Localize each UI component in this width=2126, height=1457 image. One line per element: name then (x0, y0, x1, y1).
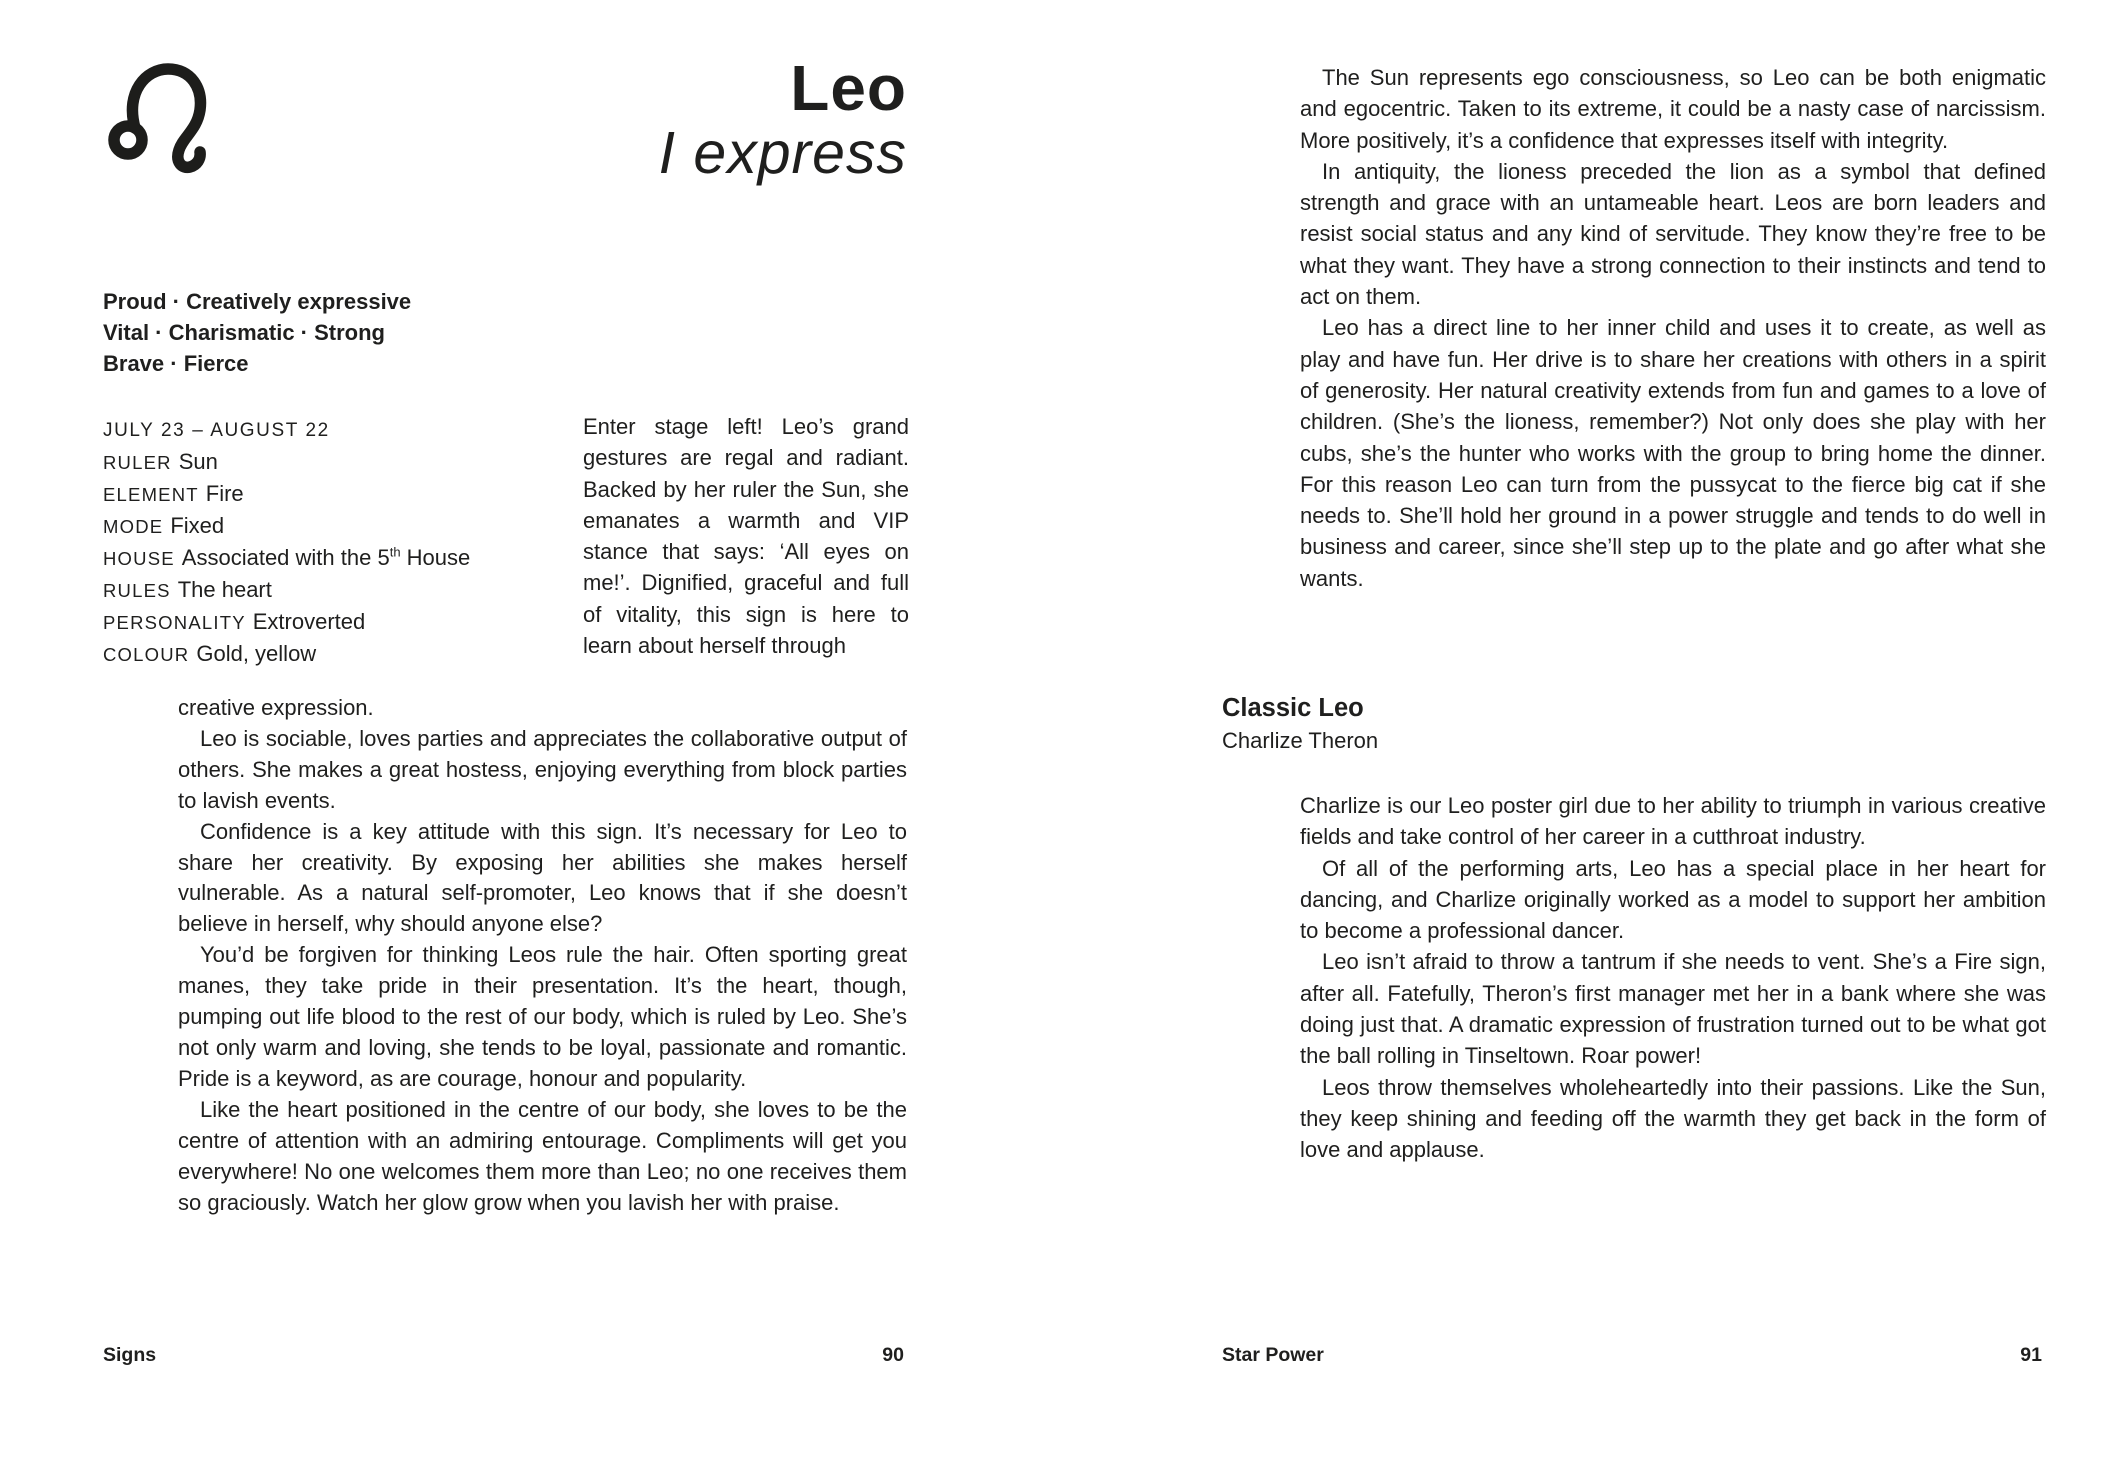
section-subheading: Charlize Theron (1222, 728, 1379, 753)
trait-line: Proud · Creatively expressive (103, 289, 412, 314)
info-label: RULES (103, 580, 171, 601)
info-row-ruler (103, 446, 581, 478)
footer-section-label: Signs (103, 1344, 157, 1366)
info-value-text: Associated with the 5 (181, 545, 390, 570)
info-value: Sun (178, 449, 218, 474)
info-value: Extroverted (252, 609, 366, 634)
info-value: Gold, yellow (196, 641, 317, 666)
right-page-body-bottom (1300, 790, 2046, 1166)
left-page-body (178, 693, 907, 1218)
trait-line: Brave · Fierce (103, 351, 249, 376)
body-paragraph: Leo is sociable, loves parties and appreciates the collaborative output of others. She makes a great hostess, enjoying everything from block parties to lavish events. (178, 725, 907, 813)
body-paragraph: In antiquity, the lioness preceded the lion as a symbol that defined strength and grace with an untameable heart. Leos are born leaders and resist social status and any kind of servitude. They know they’re free to be what they want. They have a strong connection to their instincts and tend to act on them. (1300, 158, 2046, 310)
page-subtitle: I express (658, 120, 907, 186)
info-value: Fixed (170, 513, 225, 538)
section-heading: Classic Leo (1222, 694, 1364, 722)
body-paragraph: Charlize is our Leo poster girl due to her ability to triumph in various creative fields and take control of her career in a cutthroat industry. (1300, 793, 2046, 850)
body-paragraph: Leo isn’t afraid to throw a tantrum if she needs to vent. She’s a Fire sign, after all. Fatefully, Theron’s first manager met her in a bank where she was doing just that. A dramatic expression of frustration turned out to be what got the ball rolling in Tinseltown. Roar power! (1300, 949, 2046, 1069)
body-paragraph: Leo has a direct line to her inner child and uses it to create, as well as play and have fun. Her drive is to share her creations with others in a spirit of generosity. Her natural creativity extends from fun and games to a love of children. (She’s the lioness, remember?) Not only does she play with her cubs, she’s the hunter who works with the group to bring home the dinner. For this reason Leo can turn from the pussycat to the fierce big cat if she needs to. She’ll hold her ground in a power struggle and tends to do well in business and career, since she’ll step up to the plate and go after what she wants. (1300, 315, 2046, 591)
info-label: COLOUR (103, 644, 190, 665)
body-paragraph: Leos throw themselves wholeheartedly into their passions. Like the Sun, they keep shining and feeding off the warmth they get back in the form of love and applause. (1300, 1074, 2046, 1163)
body-paragraph: You’d be forgiven for thinking Leos rule the hair. Often sporting great manes, they take pride in their presentation. It’s the heart, though, pumping out life blood to the rest of our body, which is ruled by Leo. She’s not only warm and loving, she tends to be loyal, passionate and romantic. Pride is a keyword, as are courage, honour and popularity. (178, 942, 907, 1091)
body-paragraph: creative expression. (178, 695, 374, 720)
info-value: The heart (177, 577, 272, 602)
intro-paragraph: Enter stage left! Leo’s grand gestures are regal and radiant. Backed by her ruler the Sun, she emanates a warmth and VIP stance that says: ‘All eyes on me!’. Dignified, graceful and full of vitality, this sign is here to learn about herself through (583, 414, 909, 659)
info-row-personality (103, 606, 581, 638)
footer-section-label: Star Power (1222, 1344, 1324, 1366)
ordinal-suffix: th (389, 544, 401, 560)
trait-line: Vital · Charismatic · Strong (103, 320, 385, 345)
info-row-element (103, 478, 581, 510)
info-label: PERSONALITY (103, 612, 246, 633)
info-label: MODE (103, 516, 164, 537)
left-page-footer (103, 1344, 904, 1367)
page-number: 91 (2020, 1344, 2042, 1366)
info-value (182, 545, 470, 570)
intro-column (583, 411, 909, 661)
info-row-mode (103, 510, 581, 542)
info-row-rules (103, 574, 581, 606)
info-row-house (103, 542, 581, 574)
info-label: RULER (103, 452, 172, 473)
body-paragraph: Of all of the performing arts, Leo has a special place in her heart for dancing, and Charlize originally worked as a model to support her ambition to become a professional dancer. (1300, 855, 2046, 944)
body-paragraph: Like the heart positioned in the centre of our body, she loves to be the centre of attention with an admiring entourage. Compliments will get you everywhere! No one welcomes them more than Leo; no one receives them so graciously. Watch her glow grow when you lavish her with praise. (178, 1096, 907, 1215)
info-value-text: House (400, 545, 471, 570)
leo-zodiac-symbol-icon (88, 54, 238, 209)
sign-info-list (103, 413, 581, 670)
right-page-body-top (1300, 62, 2046, 594)
right-page-footer (1222, 1344, 2042, 1367)
info-label: ELEMENT (103, 484, 199, 505)
page-header (658, 52, 907, 186)
page-title: Leo (790, 52, 907, 124)
info-label: HOUSE (103, 548, 175, 569)
body-paragraph: Confidence is a key attitude with this sign. It’s necessary for Leo to share her creativity. By exposing her abilities she makes herself vulnerable. As a natural self-promoter, Leo knows that if she doesn’t believe in herself, why should anyone else? (178, 818, 907, 937)
body-paragraph: The Sun represents ego consciousness, so Leo can be both enigmatic and egocentric. Taken to its extreme, it could be a nasty case of narcissism. More positively, it’s a confidence that expresses itself with integrity. (1300, 65, 2046, 153)
page-number: 90 (882, 1344, 904, 1366)
info-value: Fire (205, 481, 244, 506)
info-date-range: JULY 23 – AUGUST 22 (103, 420, 330, 441)
info-row-colour (103, 638, 581, 670)
traits-list (103, 286, 411, 379)
